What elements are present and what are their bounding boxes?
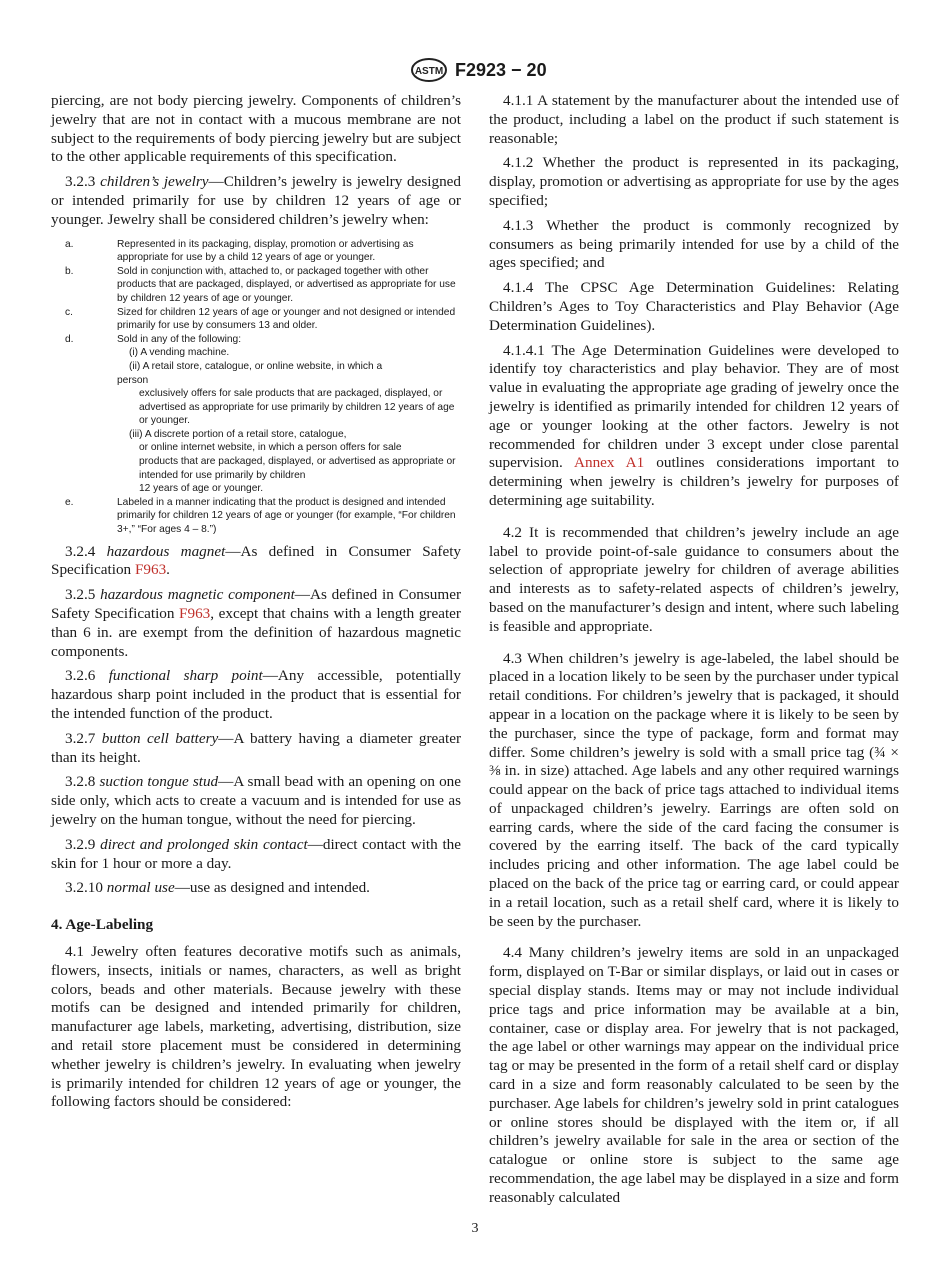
page-number: 3: [471, 1221, 479, 1236]
criteria-list: [51, 238, 461, 537]
list-item: e. Labeled in a manner indicating that the product is designed and intended primarily for children 12 years of age or younger (for example, “For children 3+,” “For ages 4 – 8.”): [65, 496, 456, 536]
paragraph-4-1-1: 4.1.1 A statement by the manufacturer about the intended use of the product, including a label on the product if such statement is reasonable;: [489, 92, 899, 147]
list-item: a. Represented in its packaging, display, promotion or advertising as appropriate for use by a child 12 years of age or younger.: [65, 238, 414, 264]
paragraph-4-4: 4.4 Many children’s jewelry items are sold in an unpackaged form, displayed on T-Bar or similar displays, or laid out in cases or special display stands. Items may or may not include individual price tags and price information may be available at a bin, container, case or display area. For jewelry that is not packaged, the age label or other warnings may appear on the individual price tag or may be presented in the form of a retail shelf card or display card in a size and form reasonably calculated to be seen by the purchaser. Age labels for children’s jewelry sold in print catalogues or online stores should be displayed with the item or, if all children’s jewelry available for sale in the area or section of the catalogue or online store is subject to the same age recommendation, the age label may be displayed in a size and form reasonably calculated: [489, 944, 899, 1206]
f963-link[interactable]: F963: [179, 605, 211, 623]
paragraph-4-1-4-1: 4.1.4.1 The Age Determination Guidelines were developed to identify toy characteristics and play behavior. They are of most value in evaluating the appropriate age grading of jewelry once the jewelry is identified as primarily intended for children 12 years of age or younger looking at the other factors. Jewelry is not recommended for children under 3 except under close parental supervision. Annex A1 outlines considerations important to determining when jewelry is children’s jewelry for purposes of determining age suitability.: [489, 341, 899, 509]
paragraph-4-1-4: 4.1.4 The CPSC Age Determination Guidelines: Relating Children’s Ages to Toy Characteristics and Play Behavior (Age Determination Guidelines).: [489, 279, 899, 334]
astm-logo-icon: [409, 58, 449, 82]
definition-3-2-9: 3.2.9 direct and prolonged skin contact—direct contact with the skin for 1 hour or more a day.: [51, 835, 461, 872]
definition-3-2-5: 3.2.5 hazardous magnetic component—As defined in Consumer Safety Specification F963, except that chains with a length greater than 6 in. are exempt from the definition of hazardous magnetic components.: [51, 586, 462, 660]
svg-text:ASTM: ASTM: [414, 66, 444, 77]
list-item: c. Sized for children 12 years of age or younger and not designed or intended primarily for use by consumers 13 and older.: [65, 306, 456, 332]
paragraph-4-1: 4.1 Jewelry often features decorative motifs such as animals, flowers, insects, initials or names, characters, as well as bright colors, beads and other materials. Because jewelry with these motifs can be designed and intended primarily for children, manufacturer age labels, marketing, advertising, distribution, size and retail store placement must be considered in determining whether jewelry is children’s jewelry. In evaluating when jewelry is primarily intended for children 12 years of age or younger, the following factors should be considered:: [51, 942, 461, 1111]
standard-designation: F2923 − 20: [455, 60, 547, 80]
paragraph-4-3: 4.3 When children’s jewelry is age-labeled, the label should be placed in a location likely to be seen by the purchaser under typical retail conditions. For children’s jewelry that is packaged, it should appear in a location on the package where it is likely to be seen by the purchaser, since the type of package, form and format may differ. Some children’s jewelry is sold with a small price tag (¾ × ⅜ in. in size) attached. Age labels and any other required warnings could appear on the back of price tags attached to individual items of unpackaged children’s jewelry. Earrings are often sold on earring cards, where the side of the card facing the consumer is covered by the earring itself. The back of the card typically includes pricing and other information. The age label could be placed on the back of the price tag or earring card, or could appear in a retail location, such as a retail shelf card, where it is likely to be seen by the purchaser.: [489, 649, 899, 930]
list-item: b. Sold in conjunction with, attached to, or packaged together with other products that are packaged, displayed, or advertised as appropriate for use by children 12 years of age or younger.: [65, 265, 456, 304]
list-item: d. Sold in any of the following: (i) A vending machine. (ii) A retail store, catalogue, or online website, in which a person exclusively offers for sale products that are packaged, displayed, or advertised as appropriate for use primarily by children 12 years of age or younger. (iii) A discrete portion of a retail store, catalogue, or online internet website, in which a person offers for sale products that are packaged, displayed, or advertised as appropriate or intended for use primarily by children 12 years of age or younger.: [65, 333, 456, 495]
definition-3-2-4: 3.2.4 hazardous magnet—As defined in Consumer Safety Specification F963.: [51, 542, 462, 579]
section-heading: 4. Age-Labeling: [51, 916, 154, 934]
paragraph-4-2: 4.2 It is recommended that children’s jewelry include an age label to provide point-of-sale guidance to consumers about the selection of appropriate jewelry for children of average abilities and interests as to safety-related aspects of children’s jewelry, based on the manufacturer’s design and intent, where such labeling is feasible and appropriate.: [489, 523, 899, 635]
left-column: [51, 92, 461, 1112]
page-header: [0, 58, 950, 84]
definition-3-2-3: 3.2.3 children’s jewelry—Children’s jewelry is jewelry designed or intended primarily for use by children 12 years of age or younger. Jewelry shall be considered children’s jewelry when:: [51, 173, 462, 228]
f963-link[interactable]: F963: [134, 561, 167, 579]
definition-3-2-7: 3.2.7 button cell battery—A battery having a diameter greater than its height.: [51, 729, 462, 766]
paragraph-4-1-2: 4.1.2 Whether the product is represented in its packaging, display, promotion or advertising as appropriate for use by the ages specified;: [489, 154, 899, 209]
paragraph-4-1-3: 4.1.3 Whether the product is commonly recognized by consumers as being primarily intended for use by a child of the ages specified; and: [489, 216, 899, 272]
definition-3-2-10: 3.2.10 normal use—use as designed and intended.: [65, 879, 370, 897]
definition-3-2-8: 3.2.8 suction tongue stud—A small bead with an opening on one side only, which acts to create a vacuum and is intended for use as jewelry on the human tongue, without the need for piercing.: [51, 773, 461, 828]
definition-3-2-6: 3.2.6 functional sharp point—Any accessible, potentially hazardous sharp point included in the product that is essential for the intended function of the product.: [51, 667, 461, 723]
annex-a1-link[interactable]: Annex A1: [574, 454, 645, 472]
paragraph-continued: piercing, are not body piercing jewelry. Components of children’s jewelry that are not in contact with a mucous membrane are not subject to the requirements of body piercing jewelry but are subject to the other applicable requirements of this specification.: [51, 92, 461, 166]
right-column: [489, 92, 899, 1208]
